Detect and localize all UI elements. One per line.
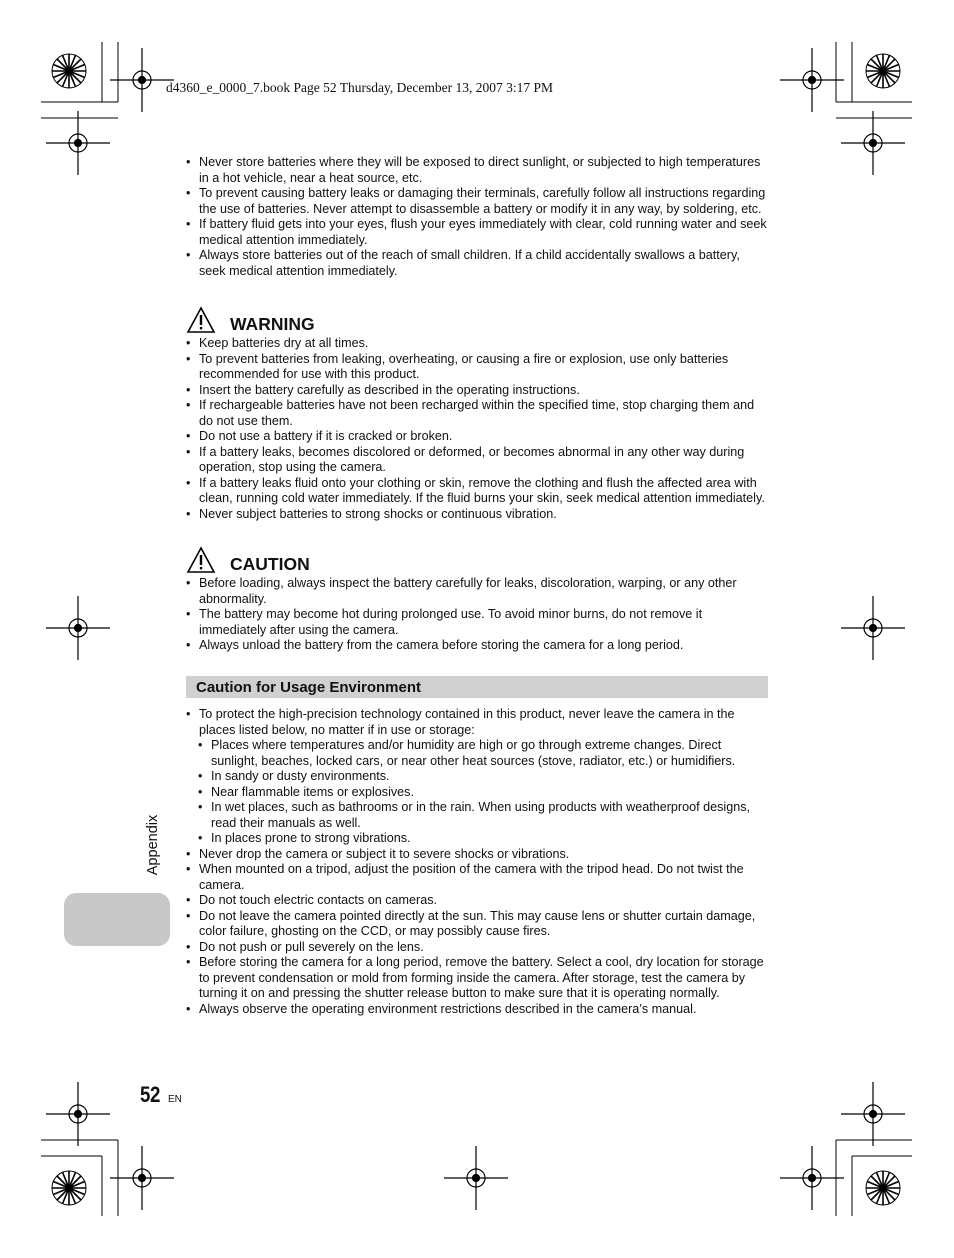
list-item: • If rechargeable batteries have not been recharged within the specified time, stop charging them and do not use them. — [186, 398, 768, 429]
list-item: • Never drop the camera or subject it to severe shocks or vibrations. — [186, 847, 768, 863]
list-item: • Keep batteries dry at all times. — [186, 336, 768, 352]
list-item: • Before loading, always inspect the battery carefully for leaks, discoloration, warping, or any other abnormality. — [186, 576, 768, 607]
list-item: • Insert the battery carefully as described in the operating instructions. — [186, 383, 768, 399]
caution-list — [186, 576, 768, 654]
book-file-info: d4360_e_0000_7.book Page 52 Thursday, December 13, 2007 3:17 PM — [166, 80, 553, 95]
list-item: • When mounted on a tripod, adjust the position of the camera with the tripod head. Do not twist the camera. — [186, 862, 768, 893]
warning-heading — [186, 304, 768, 334]
list-item: • Never subject batteries to strong shocks or continuous vibration. — [186, 507, 768, 523]
sub-list-item: • Places where temperatures and/or humidity are high or go through extreme changes. Direct sunlight, beaches, locked cars, or near other heat sources (stove, radiator, etc.) or humidifiers. — [198, 738, 768, 769]
list-item: • Always unload the battery from the camera before storing the camera for a long period. — [186, 638, 768, 654]
list-item: • If a battery leaks fluid onto your clothing or skin, remove the clothing and flush the affected area with clean, running cold water immediately. If the fluid burns your skin, seek medical attention immediately. — [186, 476, 768, 507]
sub-list-item: • Near flammable items or explosives. — [198, 785, 768, 801]
list-item: • Always observe the operating environment restrictions described in the camera’s manual. — [186, 1002, 768, 1018]
list-item: • Do not leave the camera pointed directly at the sun. This may cause lens or shutter curtain damage, color failure, ghosting on the CCD, or may possibly cause fires. — [186, 909, 768, 940]
warning-section — [186, 302, 768, 522]
sub-list-item: • In wet places, such as bathrooms or in the rain. When using products with weatherproof designs, read their manuals as well. — [198, 800, 768, 831]
warning-triangle-icon — [186, 306, 216, 334]
section-tab-label — [143, 808, 163, 882]
usage-environment-section — [186, 676, 768, 1017]
list-item: • Always store batteries out of the reach of small children. If a child accidentally swallows a battery, seek medical attention immediately. — [186, 248, 768, 279]
battery-precautions-section — [186, 155, 768, 279]
list-item: • To protect the high-precision technology contained in this product, never leave the camera in the places listed below, no matter if in use or storage: — [186, 707, 768, 738]
sub-list-item: • In sandy or dusty environments. — [198, 769, 768, 785]
appendix-label: Appendix — [145, 814, 161, 876]
list-item: • The battery may become hot during prolonged use. To avoid minor burns, do not remove it immediately after using the camera. — [186, 607, 768, 638]
usage-environment-list — [186, 707, 768, 1017]
caution-heading — [186, 544, 768, 574]
caution-title: CAUTION — [230, 554, 310, 574]
list-item: • To prevent causing battery leaks or damaging their terminals, carefully follow all instructions regarding the use of batteries. Never attempt to disassemble a battery or modify it in any way, by soldering, etc. — [186, 186, 768, 217]
caution-triangle-icon — [186, 546, 216, 574]
language-code: EN — [168, 1094, 182, 1105]
list-item: • If a battery leaks, becomes discolored or deformed, or becomes abnormal in any other way during operation, stop using the camera. — [186, 445, 768, 476]
list-item: • Do not touch electric contacts on cameras. — [186, 893, 768, 909]
caution-section — [186, 542, 768, 654]
usage-environment-heading: Caution for Usage Environment — [186, 676, 768, 698]
page-number: 52 — [140, 1082, 160, 1107]
list-item: • Before storing the camera for a long period, remove the battery. Select a cool, dry location for storage to prevent condensation or mold from forming inside the camera. After storage, test the camera by turning it on and pressing the shutter release button to make sure that it is operating normally. — [186, 955, 768, 1002]
list-item: • If battery fluid gets into your eyes, flush your eyes immediately with clear, cold running water and seek medical attention immediately. — [186, 217, 768, 248]
list-item: • Never store batteries where they will be exposed to direct sunlight, or subjected to high temperatures in a hot vehicle, near a heat source, etc. — [186, 155, 768, 186]
list-item: • To prevent batteries from leaking, overheating, or causing a fire or explosion, use only batteries recommended for use with this product. — [186, 352, 768, 383]
section-thumb-tab — [64, 893, 170, 946]
warning-list — [186, 336, 768, 522]
list-item: • Do not push or pull severely on the lens. — [186, 940, 768, 956]
warning-title: WARNING — [230, 314, 315, 334]
sub-list-item: • In places prone to strong vibrations. — [198, 831, 768, 847]
battery-precautions-list — [186, 155, 768, 279]
list-item: • Do not use a battery if it is cracked or broken. — [186, 429, 768, 445]
